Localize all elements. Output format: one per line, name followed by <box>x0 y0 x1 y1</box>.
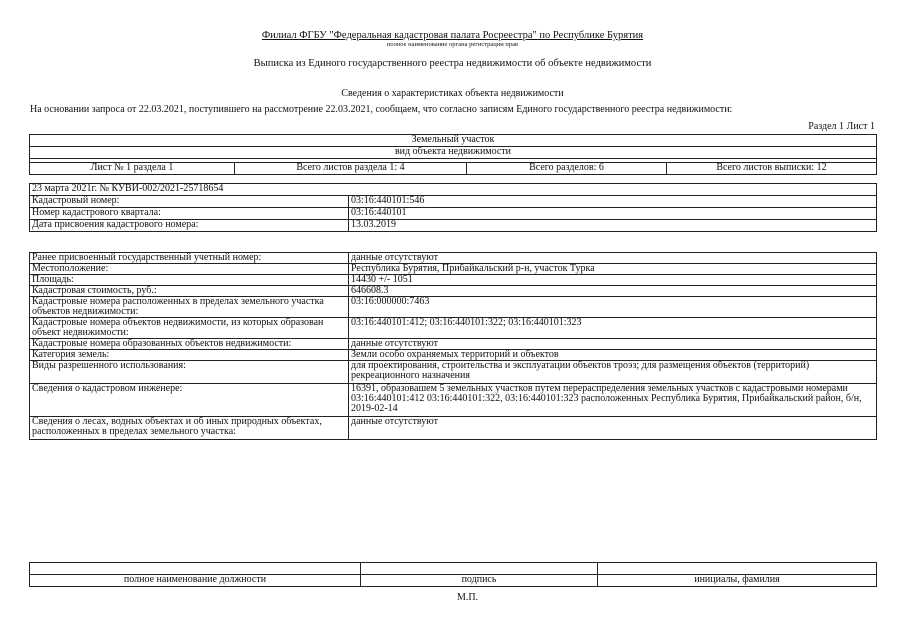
organization-caption: полное наименование органа регистрации прав <box>386 41 519 48</box>
organization-name: Филиал ФГБУ "Федеральная кадастровая палата Росреестра" по Республике Бурятия <box>261 30 644 41</box>
table-row <box>30 275 877 286</box>
object-type: Земельный участок <box>30 135 877 147</box>
row-label: Сведения о кадастровом инженере: <box>30 384 349 417</box>
initials-field <box>598 563 877 575</box>
row-value: 03:16:440101:546 <box>349 196 877 208</box>
table-row <box>30 318 877 339</box>
table-row <box>30 384 877 417</box>
table-row <box>30 417 877 440</box>
position-caption: полное наименование должности <box>30 575 361 587</box>
table-row <box>30 361 877 384</box>
table-row <box>30 208 877 220</box>
row-label: Кадастровый номер: <box>30 196 349 208</box>
table-row <box>30 297 877 318</box>
row-label: Номер кадастрового квартала: <box>30 208 349 220</box>
row-value: Республика Бурятия, Прибайкальский р-н, участок Турка <box>349 264 877 275</box>
sheets-in-section: Всего листов раздела 1: 4 <box>235 163 467 175</box>
request-basis: На основании запроса от 22.03.2021, поступившего на рассмотрение 22.03.2021, сообщаем, что согласно записям Единого государственного реестра недвижимости: <box>30 104 733 115</box>
table-row <box>30 286 877 297</box>
row-value: 03:16:000000:7463 <box>349 297 877 318</box>
row-label: Дата присвоения кадастрового номера: <box>30 220 349 232</box>
row-value: данные отсутствуют <box>349 417 877 440</box>
initials-caption: инициалы, фамилия <box>598 575 877 587</box>
main-info-table <box>29 183 877 232</box>
object-header-table <box>29 134 877 175</box>
table-row <box>30 253 877 264</box>
table-row <box>30 196 877 208</box>
section-sheet-label: Раздел 1 Лист 1 <box>808 121 875 132</box>
document-subtitle: Сведения о характеристиках объекта недвижимости <box>341 88 564 99</box>
sheet-number: Лист № 1 раздела 1 <box>30 163 235 175</box>
row-label: Площадь: <box>30 275 349 286</box>
table-row <box>30 264 877 275</box>
details-table <box>29 252 877 440</box>
object-type-caption: вид объекта недвижимости <box>30 147 877 159</box>
row-label: Кадастровые номера расположенных в пределах земельного участка объектов недвижимости: <box>30 297 349 318</box>
position-field <box>30 563 361 575</box>
table-row <box>30 339 877 350</box>
signature-field <box>361 563 598 575</box>
signature-table <box>29 562 877 587</box>
sections-total: Всего разделов: 6 <box>467 163 667 175</box>
row-label: Ранее присвоенный государственный учетный номер: <box>30 253 349 264</box>
row-value: 03:16:440101:412; 03:16:440101:322; 03:16:440101:323 <box>349 318 877 339</box>
row-label: Сведения о лесах, водных объектах и об иных природных объектах, расположенных в пределах земельного участка: <box>30 417 349 440</box>
sheets-total: Всего листов выписки: 12 <box>667 163 877 175</box>
row-value: для проектирования, строительства и эксплуатации объектов троэз; для размещения объектов (территорий) рекреационного назначения <box>349 361 877 384</box>
row-label: Кадастровые номера образованных объектов недвижимости: <box>30 339 349 350</box>
row-label: Кадастровые номера объектов недвижимости, из которых образован объект недвижимости: <box>30 318 349 339</box>
document-title: Выписка из Единого государственного реестра недвижимости об объекте недвижимости <box>253 58 652 69</box>
row-value: 646608.3 <box>349 286 877 297</box>
table-row <box>30 220 877 232</box>
document-reference: 23 марта 2021г. № КУВИ-002/2021-25718654 <box>30 184 877 196</box>
row-label: Местоположение: <box>30 264 349 275</box>
row-value: данные отсутствуют <box>349 339 877 350</box>
row-value: 13.03.2019 <box>349 220 877 232</box>
row-value: 16391, образовашем 5 земельных участков путем перераспределения земельных участков с кадастровыми номерами 03:16:440101:412 03:16:440101:322, 03:16:440101:323 расположенных Республика Бурятия, Прибайкальский район, б/н, 2019-02-14 <box>349 384 877 417</box>
row-value: данные отсутствуют <box>349 253 877 264</box>
row-label: Виды разрешенного использования: <box>30 361 349 384</box>
row-value: 03:16:440101 <box>349 208 877 220</box>
stamp-place: М.П. <box>456 592 479 603</box>
row-value: 14430 +/- 1051 <box>349 275 877 286</box>
row-label: Кадастровая стоимость, руб.: <box>30 286 349 297</box>
row-label: Категория земель: <box>30 350 349 361</box>
signature-caption: подпись <box>361 575 598 587</box>
row-value: Земли особо охраняемых территорий и объектов <box>349 350 877 361</box>
table-row <box>30 350 877 361</box>
